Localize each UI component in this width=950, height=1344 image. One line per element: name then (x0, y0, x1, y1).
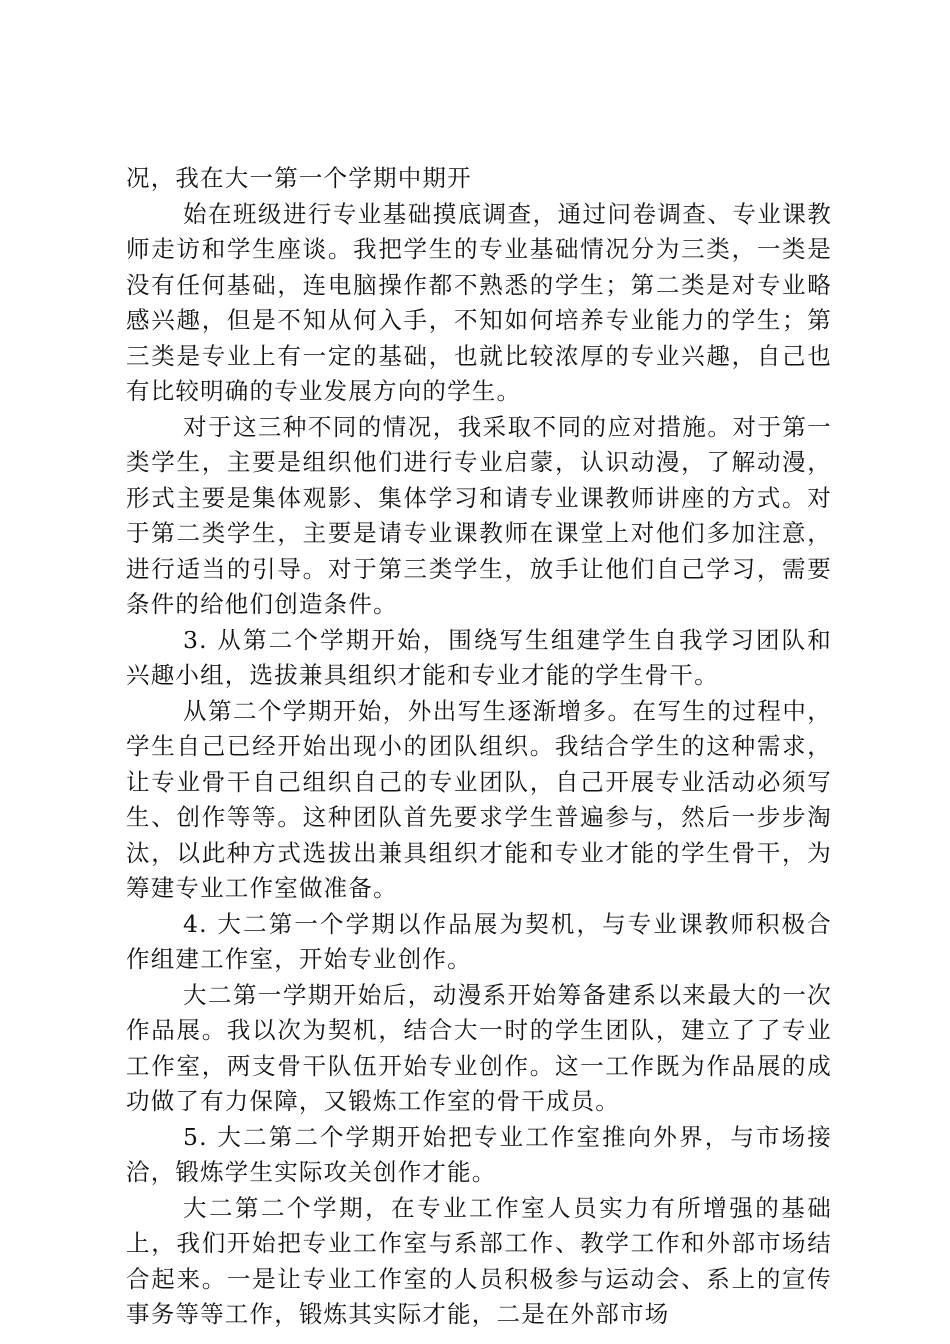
paragraph-1: 况，我在大一第一个学期中期开 (126, 164, 472, 192)
paragraph-8-heading: 5. 大二第二个学期开始把专业工作室推向外界，与市场接洽，锻炼学生实际攻关创作才能。 (126, 1122, 832, 1186)
paragraph-6-heading: 4. 大二第一个学期以作品展为契机，与专业课教师积极合作组建工作室，开始专业创作。 (126, 909, 832, 973)
document-body (126, 161, 832, 1333)
paragraph-5: 从第二个学期开始，外出写生逐渐增多。在写生的过程中，学生自己已经开始出现小的团队组织。我结合学生的这种需求，让专业骨干自己组织自己的专业团队，自己开展专业活动必须写生、创作等等。这种团队首先要求学生普遍参与，然后一步步淘汰，以此种方式选拔出兼具组织才能和专业才能的学生骨干，为筹建专业工作室做准备。 (126, 696, 832, 902)
paragraph-3: 对于这三种不同的情况，我采取不同的应对措施。对于第一类学生，主要是组织他们进行专业启蒙，认识动漫，了解动漫，形式主要是集体观影、集体学习和请专业课教师讲座的方式。对于第二类学生，主要是请专业课教师在课堂上对他们多加注意，进行适当的引导。对于第三类学生，放手让他们自己学习，需要条件的给他们创造条件。 (126, 412, 832, 618)
paragraph-2: 始在班级进行专业基础摸底调查，通过问卷调查、专业课教师走访和学生座谈。我把学生的专业基础情况分为三类，一类是没有任何基础，连电脑操作都不熟悉的学生；第二类是对专业略感兴趣，但是不知从何入手，不知如何培养专业能力的学生；第三类是专业上有一定的基础，也就比较浓厚的专业兴趣，自己也有比较明确的专业发展方向的学生。 (126, 199, 832, 405)
paragraph-7: 大二第一学期开始后，动漫系开始筹备建系以来最大的一次作品展。我以次为契机，结合大一时的学生团队，建立了了专业工作室，两支骨干队伍开始专业创作。这一工作既为作品展的成功做了有力保障，又锻炼工作室的骨干成员。 (126, 980, 832, 1115)
paragraph-9: 大二第二个学期，在专业工作室人员实力有所增强的基础上，我们开始把专业工作室与系部工作、教学工作和外部市场结合起来。一是让专业工作室的人员积极参与运动会、系上的宣传事务等等工作，锻炼其实际才能，二是在外部市场 (126, 1193, 832, 1328)
paragraph-4-heading: 3. 从第二个学期开始，围绕写生组建学生自我学习团队和兴趣小组，选拔兼具组织才能和专业才能的学生骨干。 (126, 625, 832, 689)
